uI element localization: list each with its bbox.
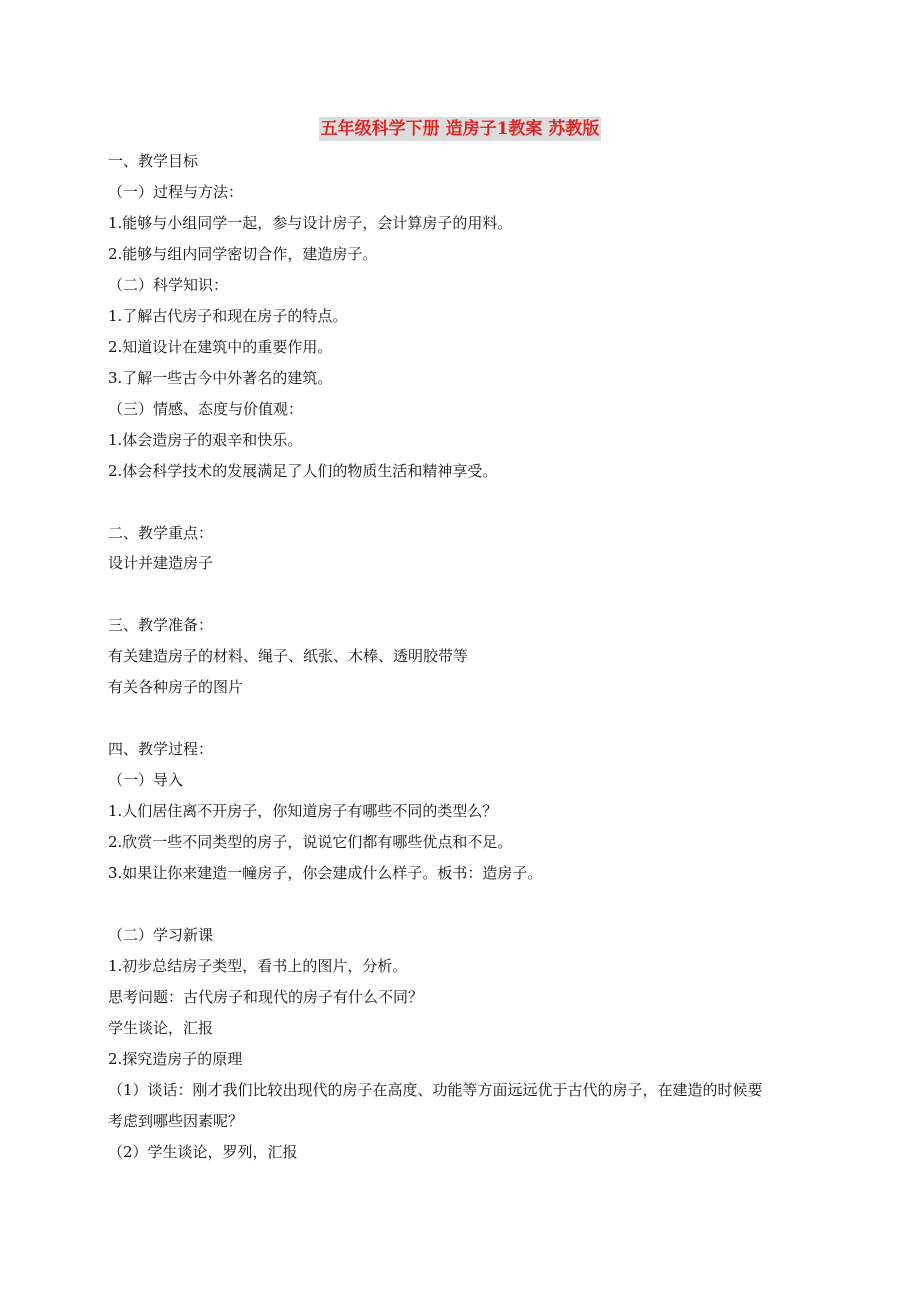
paragraph: 考虑到哪些因素呢？ (108, 1112, 244, 1130)
list-item: 2.欣赏一些不同类型的房子，说说它们都有哪些优点和不足。 (108, 833, 513, 851)
paragraph: 有关各种房子的图片 (108, 678, 244, 696)
list-item: 2.体会科学技术的发展满足了人们的物质生活和精神享受。 (108, 462, 498, 480)
section-heading: 二、教学重点： (108, 524, 214, 542)
list-item: 1.了解古代房子和现在房子的特点。 (108, 307, 348, 325)
subsection-heading: （一）过程与方法： (108, 183, 244, 201)
section-heading: 四、教学过程： (108, 740, 214, 758)
list-item: （1）谈话：刚才我们比较出现代的房子在高度、功能等方面远远优于古代的房子，在建造的时候要 (108, 1081, 763, 1099)
paragraph: 有关建造房子的材料、绳子、纸张、木棒、透明胶带等 (108, 647, 469, 665)
title-wrapper (0, 117, 920, 141)
list-item: 2.能够与组内同学密切合作，建造房子。 (108, 245, 378, 263)
list-item: 2.探究造房子的原理 (108, 1050, 243, 1068)
list-item: 2.知道设计在建筑中的重要作用。 (108, 338, 333, 356)
subsection-heading: （二）科学知识： (108, 276, 229, 294)
paragraph: 思考问题：古代房子和现代的房子有什么不同？ (108, 988, 424, 1006)
list-item: 3.如果让你来建造一幢房子，你会建成什么样子。板书：造房子。 (108, 864, 543, 882)
list-item: 1.初步总结房子类型，看书上的图片，分析。 (108, 957, 408, 975)
list-item: 1.能够与小组同学一起，参与设计房子，会计算房子的用料。 (108, 214, 513, 232)
paragraph: 设计并建造房子 (108, 554, 214, 572)
section-heading: 一、教学目标 (108, 152, 199, 170)
subsection-heading: （二）学习新课 (108, 926, 214, 944)
list-item: （2）学生谈论，罗列，汇报 (108, 1143, 298, 1161)
subsection-heading: （三）情感、态度与价值观： (108, 400, 304, 418)
paragraph: 学生谈论，汇报 (108, 1019, 214, 1037)
document-title: 五年级科学下册 造房子1教案 苏教版 (320, 119, 600, 139)
list-item: 1.体会造房子的艰辛和快乐。 (108, 431, 303, 449)
section-heading: 三、教学准备： (108, 616, 214, 634)
list-item: 3.了解一些古今中外著名的建筑。 (108, 369, 333, 387)
subsection-heading: （一）导入 (108, 771, 184, 789)
list-item: 1.人们居住离不开房子，你知道房子有哪些不同的类型么？ (108, 802, 498, 820)
